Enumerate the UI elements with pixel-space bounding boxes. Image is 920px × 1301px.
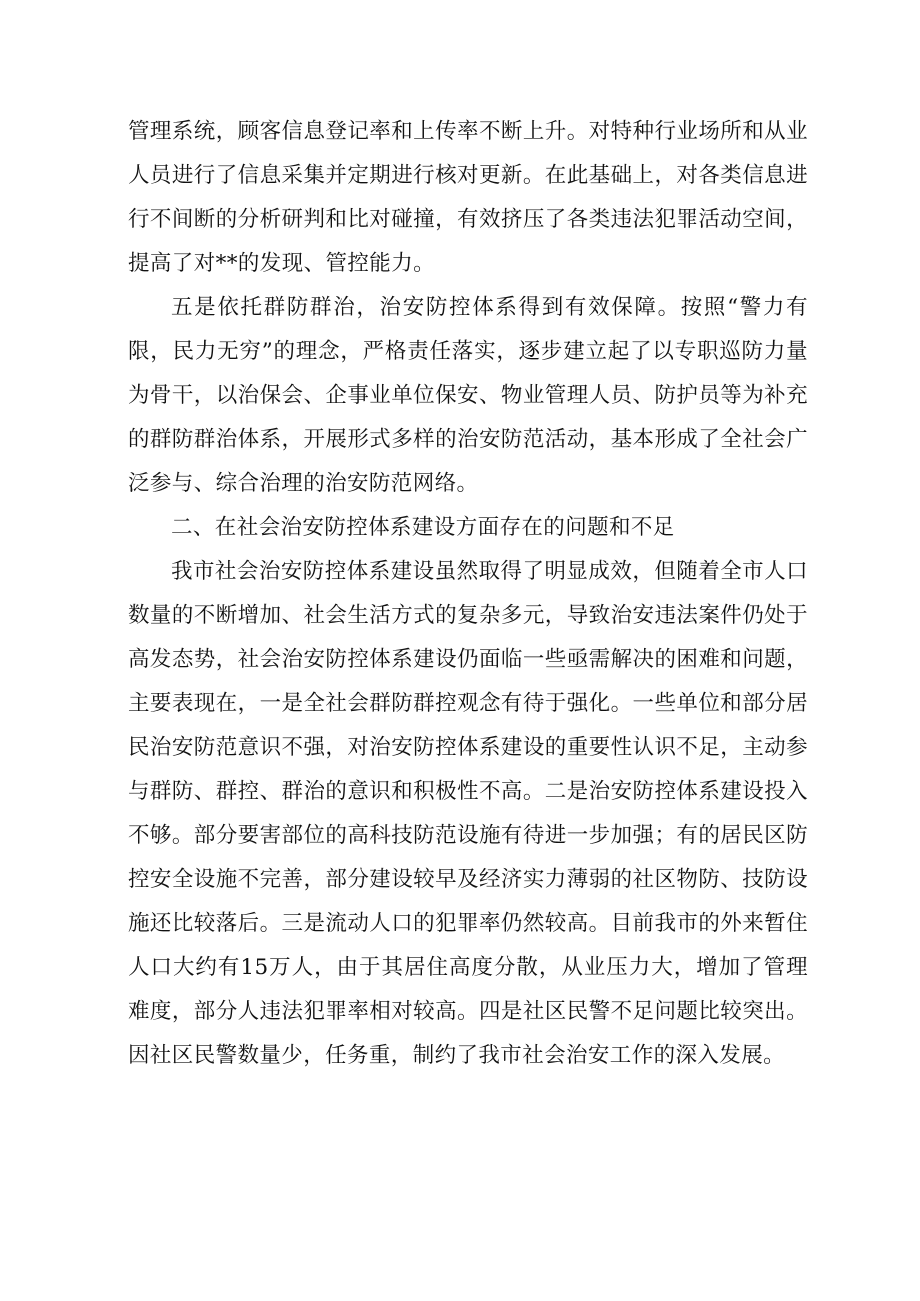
paragraph-point-five: 五是依托群防群治，治安防控体系得到有效保障。按照“警力有限，民力无穷”的理念，严格责任落实，逐步建立起了以专职巡防力量为骨干，以治保会、企事业单位保安、物业管理人员、防护员等为补充的群防群治体系，开展形式多样的治安防范活动，基本形成了全社会广泛参与、综合治理的治安防范网络。 <box>128 295 808 496</box>
document-body <box>128 110 808 1078</box>
paragraph-continued: 管理系统，顾客信息登记率和上传率不断上升。对特种行业场所和从业人员进行了信息采集并定期进行核对更新。在此基础上，对各类信息进行不间断的分析研判和比对碰撞，有效挤压了各类违法犯罪活动空间，提高了对**的发现、管控能力。 <box>128 119 808 276</box>
paragraph-problems: 我市社会治安防控体系建设虽然取得了明显成效，但随着全市人口数量的不断增加、社会生活方式的复杂多元，导致治安违法案件仍处于高发态势，社会治安防控体系建设仍面临一些亟需解决的困难和问题，主要表现在，一是全社会群防群控观念有待于强化。一些单位和部分居民治安防范意识不强，对治安防控体系建设的重要性认识不足，主动参与群防、群控、群治的意识和积极性不高。二是治安防控体系建设投入不够。部分要害部位的高科技防范设施有待进一步加强；有的居民区防控安全设施不完善，部分建设较早及经济实力薄弱的社区物防、技防设施还比较落后。三是流动人口的犯罪率仍然较高。目前我市的外来暂住人口大约有15万人，由于其居住高度分散，从业压力大，增加了管理难度，部分人违法犯罪率相对较高。四是社区民警不足问题比较突出。因社区民警数量少，任务重，制约了我市社会治安工作的深入发展。 <box>128 559 808 1068</box>
section-heading-problems: 二、在社会治安防控体系建设方面存在的问题和不足 <box>171 515 675 540</box>
